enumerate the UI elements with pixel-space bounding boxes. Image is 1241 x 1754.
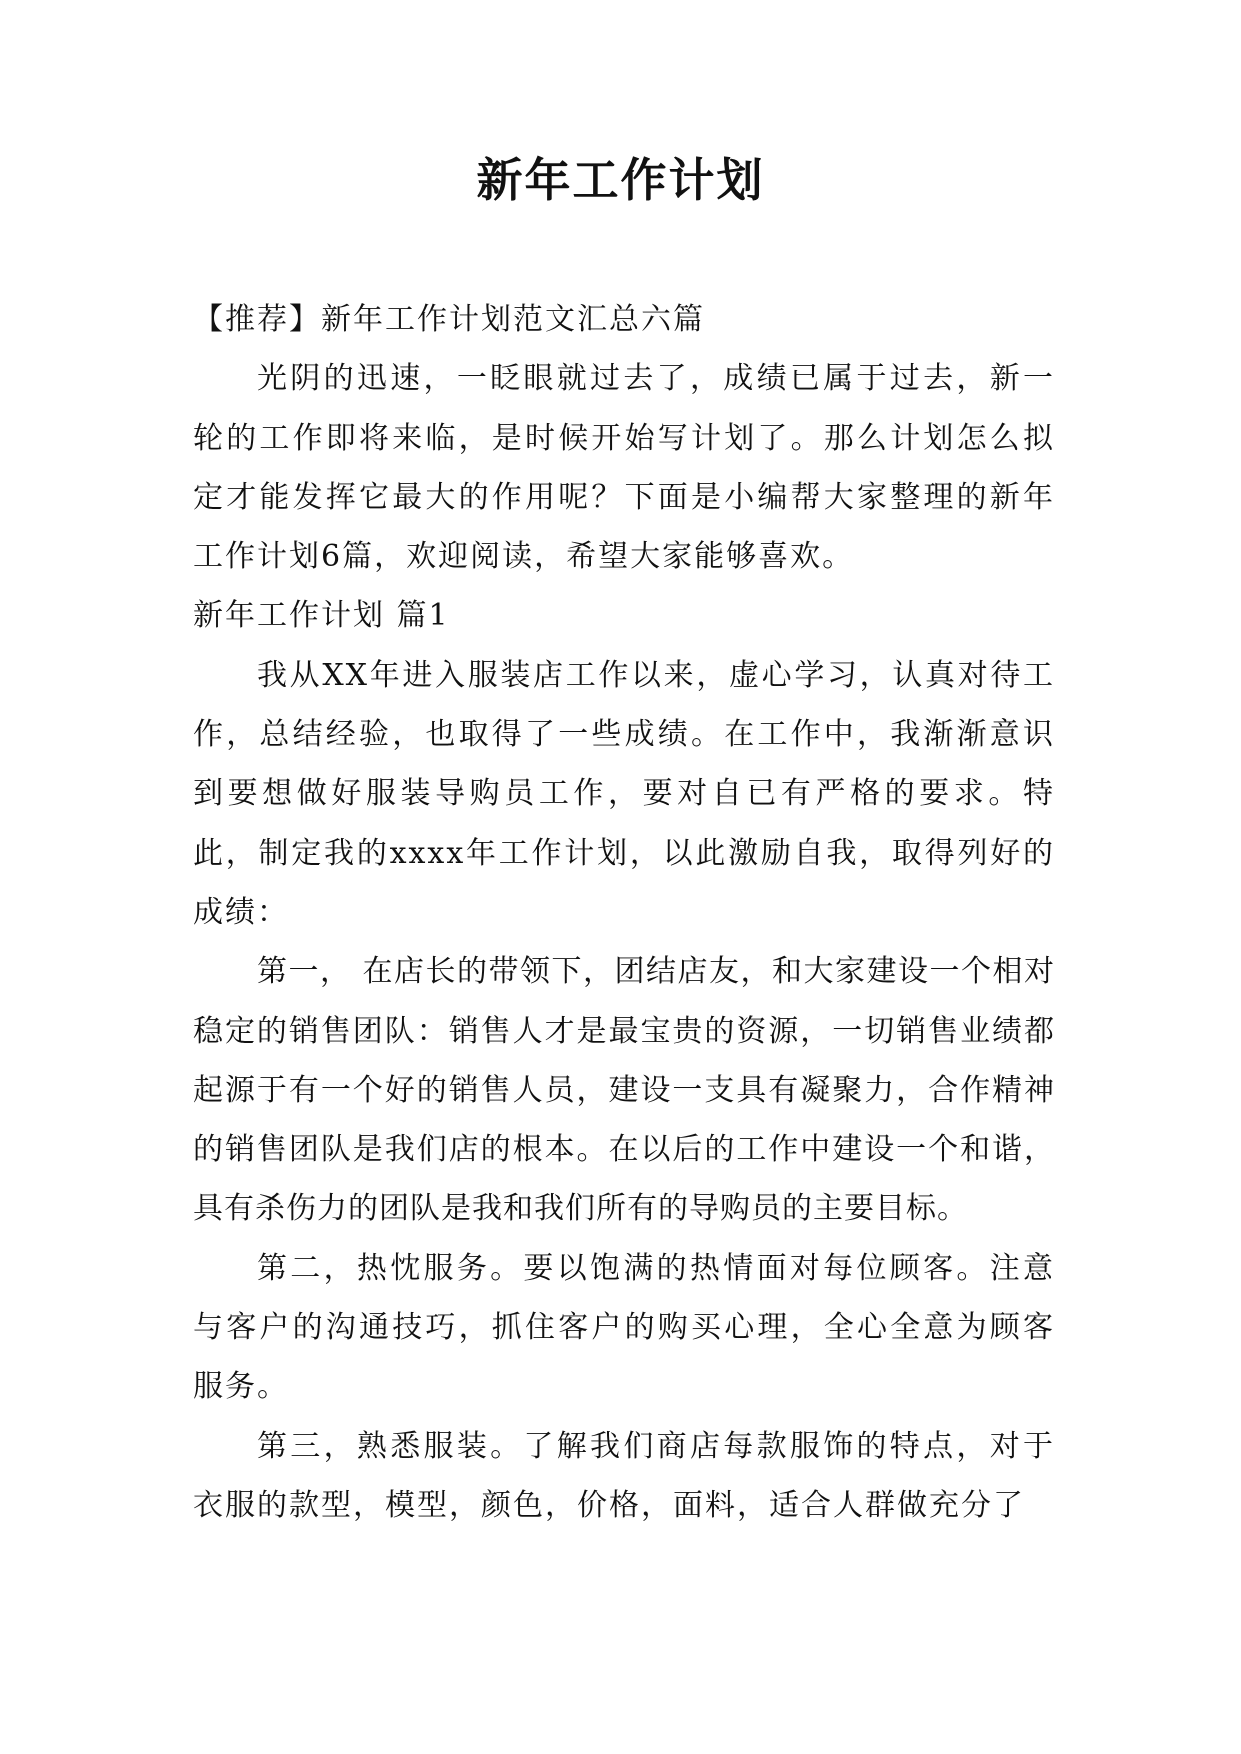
body-paragraph: 第一， 在店长的带领下，团结店友，和大家建设一个相对稳定的销售团队：销售人才是最宝贵的资源，一切销售业绩都起源于有一个好的销售人员，建设一支具有凝聚力，合作精神的销售团队是我们店的根本。在以后的工作中建设一个和谐，具有杀伤力的团队是我和我们所有的导购员的主要目标。 [193, 954, 1055, 1227]
intro-paragraph: 光阴的迅速，一眨眼就过去了，成绩已属于过去，新一轮的工作即将来临，是时候开始写计划了。那么计划怎么拟定才能发挥它最大的作用呢？下面是小编帮大家整理的新年工作计划6篇，欢迎阅读，希望大家能够喜欢。 [193, 361, 1055, 575]
section-heading: 新年工作计划 篇1 [193, 598, 450, 634]
body-paragraph: 我从XX年进入服装店工作以来，虚心学习，认真对待工作，总结经验，也取得了一些成绩。在工作中，我渐渐意识到要想做好服装导购员工作，要对自已有严格的要求。特此，制定我的xxxx年工作计划，以此激励自我，取得列好的成绩： [193, 657, 1055, 930]
document-title: 新年工作计划 [476, 153, 765, 207]
body-paragraph: 第三，熟悉服装。了解我们商店每款服饰的特点，对于衣服的款型，模型，颜色，价格，面料，适合人群做充分了 [193, 1428, 1055, 1523]
body-paragraph: 第二，热忱服务。要以饱满的热情面对每位顾客。注意与客户的沟通技巧，抓住客户的购买心理，全心全意为顾客服务。 [193, 1250, 1055, 1405]
document-body [193, 290, 1055, 1535]
document-subtitle: 【推荐】新年工作计划范文汇总六篇 [193, 302, 705, 337]
